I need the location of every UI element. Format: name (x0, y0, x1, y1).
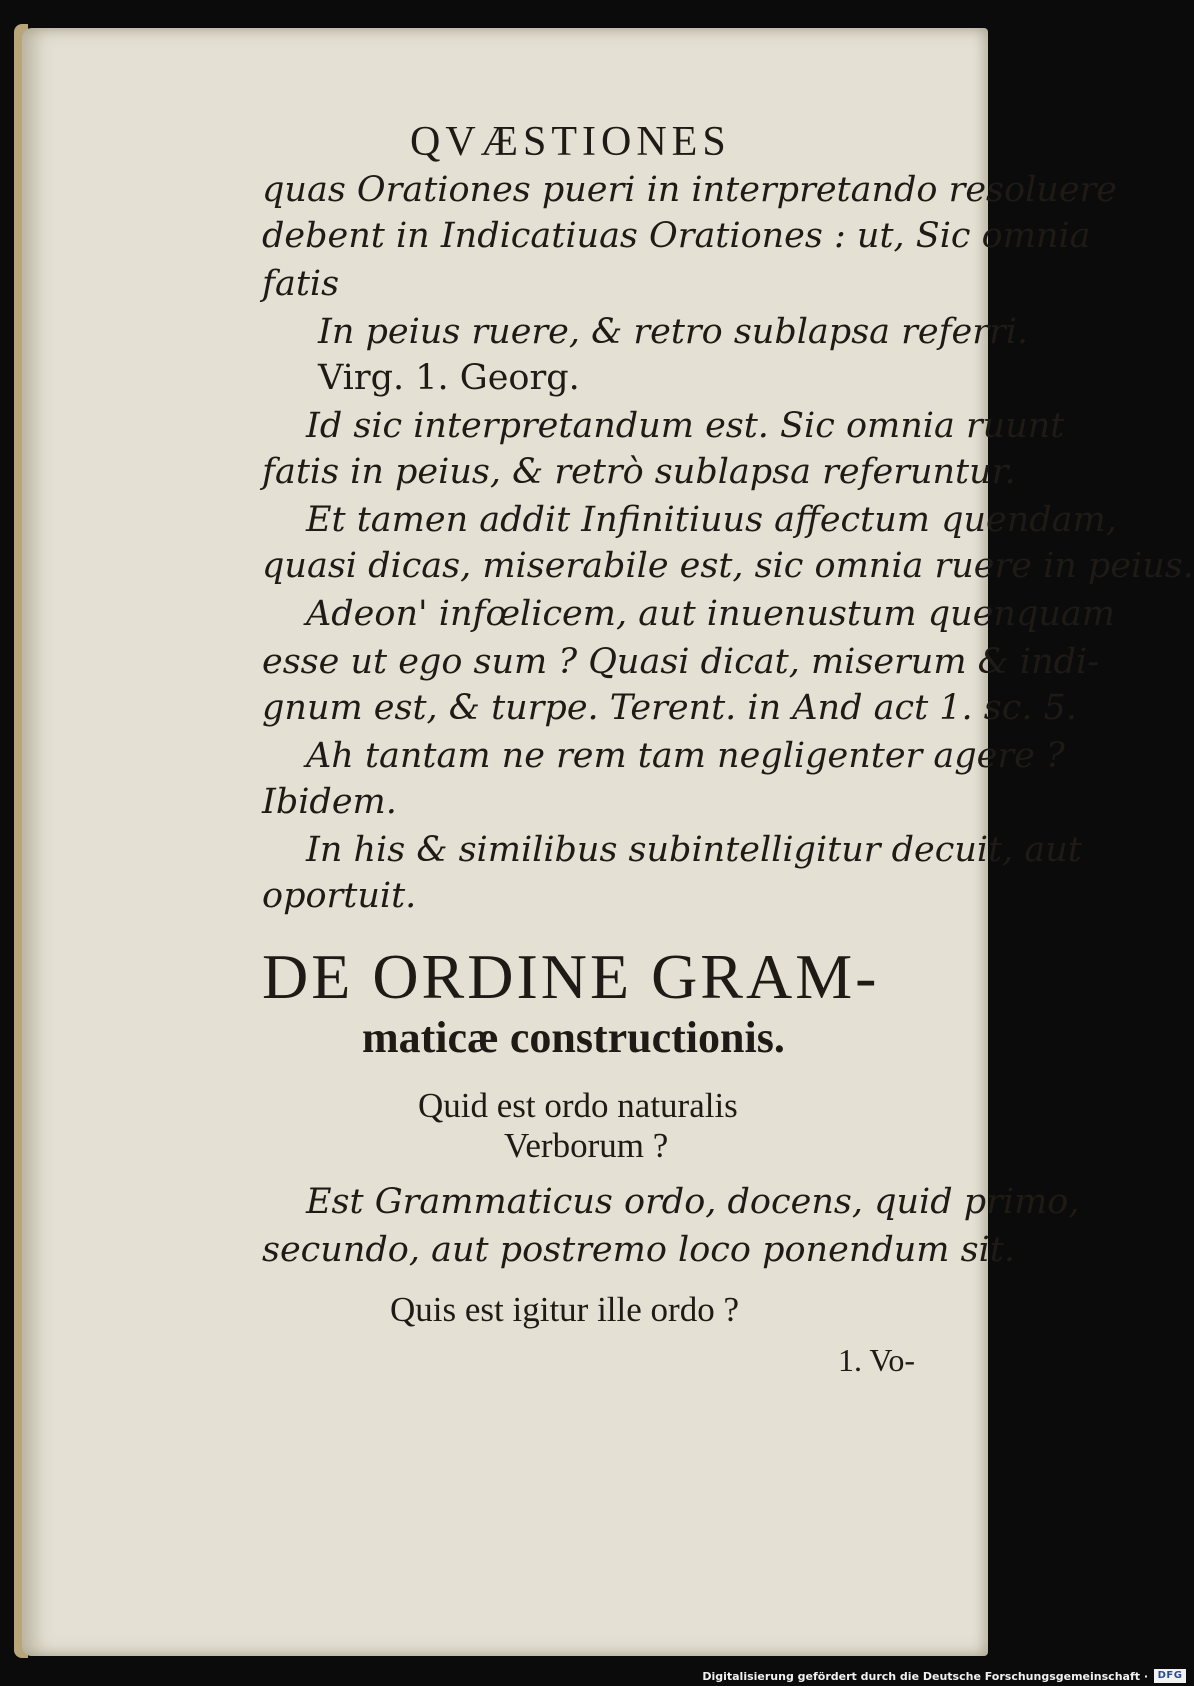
running-head: QVÆSTIONES (410, 119, 731, 165)
body-line-3: fatis (262, 264, 340, 304)
body-line-15: In his & similibus subintelligitur decuit, aut (306, 830, 1082, 870)
catchword: 1. Vo- (838, 1342, 916, 1378)
verse-line: In peius ruere, & retro sublapsa referri. (318, 312, 1029, 352)
dfg-logo-icon: DFG (1154, 1669, 1186, 1683)
body-line-10: Adeon' infœlicem, aut inuenustum quenquam (306, 594, 1115, 634)
body-line-16: oportuit. (262, 876, 417, 916)
body-line-12: gnum est, & turpe. Terent. in And act 1. sc. 5. (262, 688, 1078, 728)
body-line-13: Ah tantam ne rem tam negligenter agere ? (306, 736, 1065, 776)
answer-line-2: secundo, aut postremo loco ponendum sit. (262, 1230, 1015, 1270)
section-heading: DE ORDINE GRAM- (262, 941, 880, 1012)
question-1-line-2: Verborum ? (504, 1126, 669, 1165)
question-2: Quis est igitur ille ordo ? (390, 1290, 739, 1329)
body-line-6: Id sic interpretandum est. Sic omnia ruunt (306, 406, 1065, 446)
answer-line-1: Est Grammaticus ordo, docens, quid primo, (306, 1182, 1080, 1222)
body-line-7: fatis in peius, & retrò sublapsa referuntur. (262, 452, 1016, 492)
section-subheading: maticæ constructionis. (362, 1013, 785, 1062)
body-line-9: quasi dicas, miserabile est, sic omnia ruere in peius. (262, 546, 1194, 586)
body-line-1: quas Orationes pueri in interpretando resoluere (262, 170, 1117, 210)
body-line-2: debent in Indicatiuas Orationes : ut, Sic omnia (262, 216, 1091, 256)
citation-ibidem: Ibidem. (262, 782, 397, 822)
question-1-line-1: Quid est ordo naturalis (418, 1086, 738, 1125)
citation-virgil: Virg. 1. Georg. (318, 358, 580, 398)
body-line-11: esse ut ego sum ? Quasi dicat, miserum & indi- (262, 642, 1100, 682)
footer-credit: Digitalisierung gefördert durch die Deutsche Forschungsgemeinschaft · (702, 1670, 1148, 1683)
body-line-8: Et tamen addit Infinitiuus affectum quendam, (306, 500, 1117, 540)
